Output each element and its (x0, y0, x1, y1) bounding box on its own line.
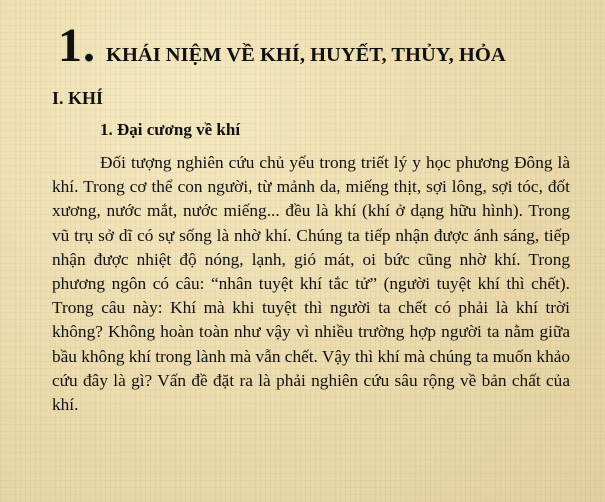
chapter-title (58, 18, 506, 73)
body-paragraph: Đối tượng nghiên cứu chủ yếu trong triết lý y học phương Đông là khí. Trong cơ thể con người, từ mảnh da, miếng thịt, sợi lông, sợi tóc, đốt xương, nước mắt, nước miếng... đều là khí (khí ở dạng hữu hình). Trong vũ trụ sở dĩ có sự sống là nhờ khí. Chúng ta tiếp nhận được ánh sáng, tiếp nhận được nhiệt độ nóng, lạnh, gió mát, oi bức cũng nhờ khí. Trong phương ngôn có câu: “nhân tuyệt khí tắc tử” (người tuyệt khí thì chết). Trong câu này: Khí mà khi tuyệt thì người ta chết có phải là khí trời không? Không hoàn toàn như vậy vì nhiều trường hợp người ta nằm giữa bầu không khí trong lành mà vẫn chết. Vậy thì khí mà chúng ta muốn khảo cứu đây là gì? Vấn đề đặt ra là phải nghiên cứu sâu rộng về bản chất của khí. (52, 153, 571, 415)
subsection-heading: 1. Đại cương về khí (100, 120, 241, 139)
chapter-number: 1. (58, 19, 96, 72)
chapter-title-text: KHÁI NIỆM VỀ KHÍ, HUYẾT, THỦY, HỎA (106, 44, 506, 66)
section-heading: I. KHÍ (52, 88, 104, 108)
